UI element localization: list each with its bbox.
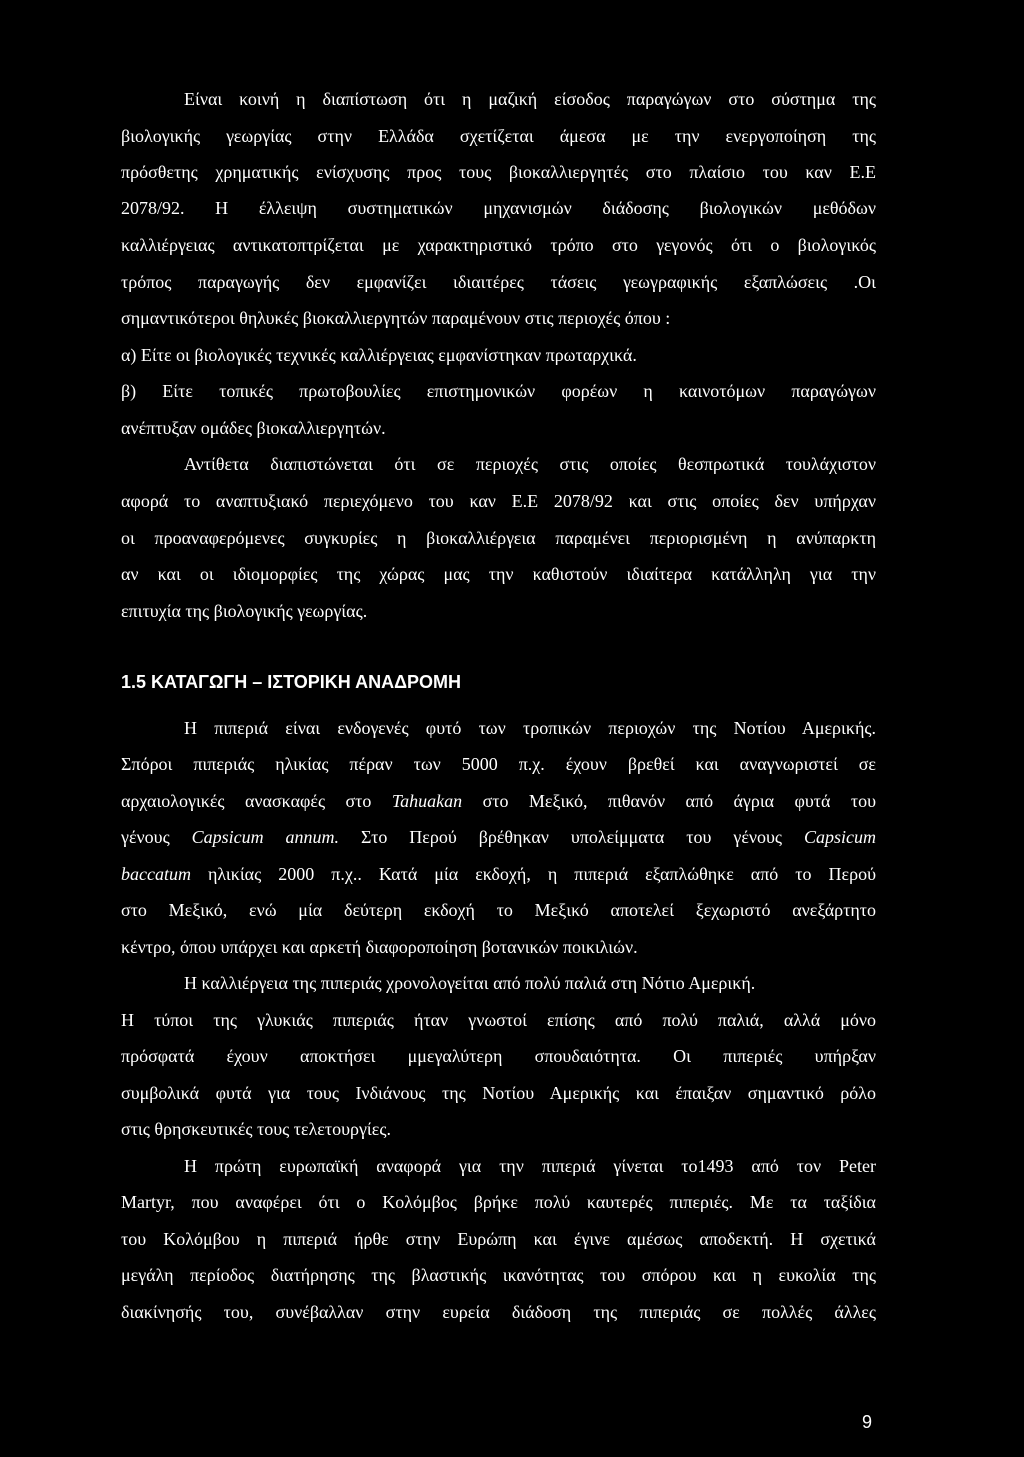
text-span: Στο Περού βρέθηκαν υπολείμματα του γένους — [339, 827, 804, 847]
paragraph-line: Η πρώτη ευρωπαϊκή αναφορά για την πιπεριά γίνεται το1493 από τον Peter — [184, 1156, 876, 1176]
paragraph-line: Η πιπεριά είναι ενδογενές φυτό των τροπικών περιοχών της Νοτίου Αμερικής. — [184, 718, 876, 738]
text-span: αρχαιολογικές ανασκαφές στο — [121, 791, 392, 811]
paragraph-line: αφορά το αναπτυξιακό περιεχόμενο του καν Ε.Ε 2078/92 και στις οποίες δεν υπήρχαν — [121, 491, 876, 511]
paragraph-line: συμβολικά φυτά για τους Ινδιάνους της Νοτίου Αμερικής και έπαιξαν σημαντικό ρόλο — [121, 1083, 876, 1103]
paragraph-line: 2078/92. Η έλλειψη συστηματικών μηχανισμών διάδοσης βιολογικών μεθόδων — [121, 198, 876, 218]
italic-term: Capsicum — [804, 827, 876, 847]
text-span: στο Μεξικό, πιθανόν από άγρια φυτά του — [462, 791, 877, 811]
paragraph-line: στο Μεξικό, ενώ μία δεύτερη εκδοχή το Μεξικό αποτελεί ξεχωριστό ανεξάρτητο — [121, 900, 876, 920]
paragraph-line: Η τύποι της γλυκιάς πιπεριάς ήταν γνωστοί επίσης από πολύ παλιά, αλλά μόνο — [121, 1010, 876, 1030]
paragraph-line: αν και οι ιδιομορφίες της χώρας μας την καθιστούν ιδιαίτερα κατάλληλη για την — [121, 564, 876, 584]
paragraph-line: Martyr, που αναφέρει ότι ο Κολόμβος βρήκε πολύ καυτερές πιπεριές. Με τα ταξίδια — [121, 1192, 876, 1212]
section-heading: 1.5 ΚΑΤΑΓΩΓΗ – ΙΣΤΟΡΙΚΗ ΑΝΑΔΡΟΜΗ — [121, 672, 462, 692]
italic-term: Capsicum annum. — [191, 827, 340, 847]
text-span: ηλικίας 2000 π.χ.. Κατά μία εκδοχή, η πιπεριά εξαπλώθηκε από το Περού — [190, 864, 876, 884]
paragraph-line: σημαντικότεροι θηλυκές βιοκαλλιεργητών παραμένουν στις περιοχές όπου : — [121, 308, 671, 328]
paragraph-line: διακίνησής του, συνέβαλλαν στην ευρεία διάδοση της πιπεριάς σε πολλές άλλες — [121, 1302, 876, 1322]
italic-term: Tahuakan — [391, 791, 463, 811]
list-item-a: α) Είτε οι βιολογικές τεχνικές καλλιέργειας εμφανίστηκαν πρωταρχικά. — [121, 345, 637, 365]
paragraph-line: Αντίθετα διαπιστώνεται ότι σε περιοχές στις οποίες θεσπρωτικά τουλάχιστον — [184, 454, 876, 474]
paragraph-line: κέντρο, όπου υπάρχει και αρκετή διαφοροποίηση βοτανικών ποικιλιών. — [121, 937, 638, 957]
paragraph-line: τρόπος παραγωγής δεν εμφανίζει ιδιαιτέρες τάσεις γεωγραφικής εξαπλώσεις .Οι — [121, 272, 876, 292]
paragraph-line: οι προαναφερόμενες συγκυρίες η βιοκαλλιέργεια παραμένει περιορισμένη η ανύπαρκτη — [121, 528, 876, 548]
paragraph-line — [121, 789, 876, 813]
paragraph-line: Σπόροι πιπεριάς ηλικίας πέραν των 5000 π.χ. έχουν βρεθεί και αναγνωριστεί σε — [121, 754, 876, 774]
paragraph-line: επιτυχία της βιολογικής γεωργίας. — [121, 601, 368, 621]
paragraph-line: Είναι κοινή η διαπίστωση ότι η μαζική είσοδος παραγώγων στο σύστημα της — [184, 89, 876, 109]
paragraph-line — [121, 825, 876, 849]
paragraph-line: Η καλλιέργεια της πιπεριάς χρονολογείται από πολύ παλιά στη Νότιο Αμερική. — [184, 973, 756, 993]
italic-term: baccatum — [121, 864, 191, 884]
paragraph-line — [121, 862, 876, 886]
paragraph-line: βιολογικής γεωργίας στην Ελλάδα σχετίζεται άμεσα με την ενεργοποίηση της — [121, 126, 876, 146]
page-number: 9 — [862, 1412, 873, 1432]
paragraph-line: πρόσφατά έχουν αποκτήσει μμεγαλύτερη σπουδαιότητα. Οι πιπεριές υπήρξαν — [121, 1046, 876, 1066]
list-item-b: β) Είτε τοπικές πρωτοβουλίες επιστημονικών φορέων η καινοτόμων παραγώγων — [121, 381, 876, 401]
paragraph-line: καλλιέργειας αντικατοπτρίζεται με χαρακτηριστικό τρόπο στο γεγονός ότι ο βιολογικός — [121, 235, 876, 255]
paragraph-line: πρόσθετης χρηματικής ενίσχυσης προς τους βιοκαλλιεργητές στο πλαίσιο του καν Ε.Ε — [121, 162, 876, 182]
text-span: γένους — [121, 827, 192, 847]
paragraph-line: του Κολόμβου η πιπεριά ήρθε στην Ευρώπη και έγινε αμέσως αποδεκτή. Η σχετικά — [121, 1229, 876, 1249]
paragraph-line: μεγάλη περίοδος διατήρησης της βλαστικής ικανότητας του σπόρου και η ευκολία της — [121, 1265, 876, 1285]
paragraph-line: ανέπτυξαν ομάδες βιοκαλλιεργητών. — [121, 418, 386, 438]
paragraph-line: στις θρησκευτικές τους τελετουργίες. — [121, 1119, 391, 1139]
